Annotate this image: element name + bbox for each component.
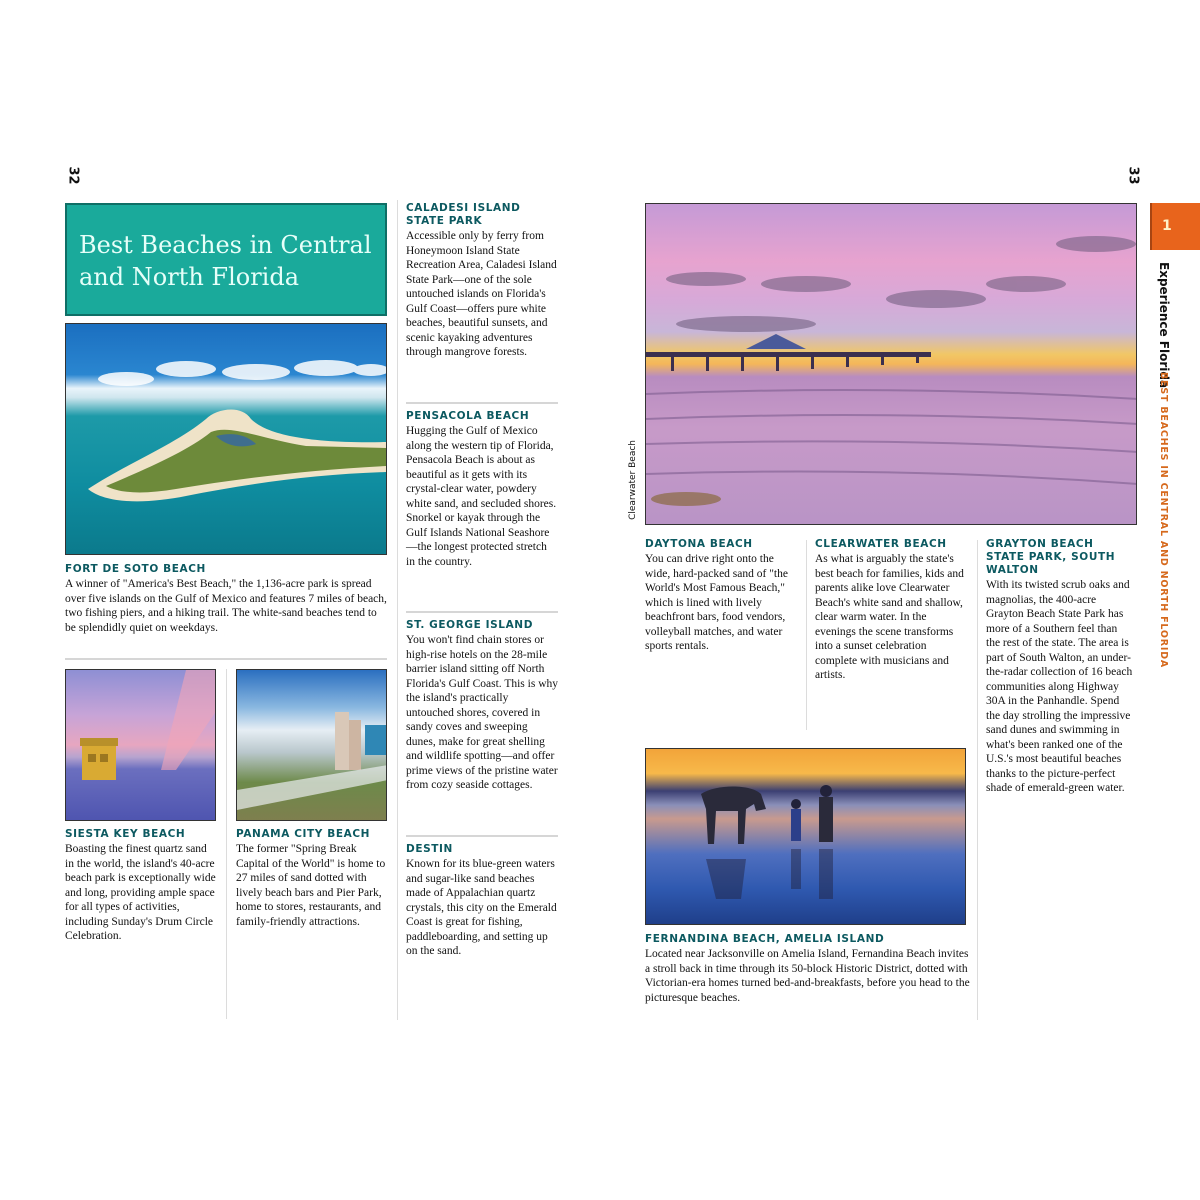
entry-heading: CLEARWATER BEACH	[815, 538, 947, 550]
clearwater-pier-photo	[645, 203, 1137, 525]
highrise-icon	[237, 670, 387, 821]
entry-text: Hugging the Gulf of Mexico along the western tip of Florida, Pensacola Beach is about as beautiful as it gets with its crystal-clear water, powdery white sand, and secluded shores. Snorkel or kayak through the Gulf Islands National Seashore—the longest protected stretch in the country.	[406, 425, 557, 568]
entry-destin	[406, 843, 558, 959]
siesta-key-photo	[65, 669, 216, 821]
entry-heading: FERNANDINA BEACH, AMELIA ISLAND	[645, 933, 885, 945]
entry-text: You won't find chain stores or high-rise hotels on the 28-mile barrier island sitting off North Florida's Gulf Coast. This is why the island's practically untouched shores, covered in sandy coves and sweeping dunes, make for great shelling and wildlife spotting—and offer prime views of the pristine water from cozy seaside cottages.	[406, 634, 559, 791]
entry-heading: CALADESI ISLAND STATE PARK	[406, 202, 521, 227]
entry-heading: SIESTA KEY BEACH	[65, 828, 186, 840]
entry-text: As what is arguably the state's best beach for families, kids and parents alike love Clearwater Beach's white sand and shallow, clear warm water. In the evenings the scene transforms into a sunset celebration complete with musicians and artists.	[815, 553, 964, 681]
entry-text: Boasting the finest quartz sand in the world, the island's 40-acre beach park is exceptionally wide and long, providing ample space for all types of activities, including Sunday's Drum Circle Celebration.	[65, 843, 216, 942]
entry-fort-de-soto	[65, 563, 387, 635]
entry-heading: DESTIN	[406, 843, 453, 855]
entry-text: Accessible only by ferry from Honeymoon Island State Recreation Area, Caladesi Island State Park—one of the sole untouched islands on Florida's Gulf Coast—offers pure white beaches, beautiful sunsets, and scenic kayaking adventures through mangrove forests.	[406, 230, 557, 358]
pier-sunset-icon	[646, 204, 1137, 525]
photo-credit: Clearwater Beach	[628, 440, 638, 520]
panama-city-photo	[236, 669, 387, 821]
entry-caladesi	[406, 202, 558, 360]
entry-pensacola	[406, 410, 558, 569]
entry-text: Located near Jacksonville on Amelia Island, Fernandina Beach invites a stroll back in time through its 50-block Historic District, dotted with Victorian-era homes turned bed-and-breakfasts, before you head to the picturesque beaches.	[645, 948, 970, 1004]
entry-heading: GRAYTON BEACH STATE PARK, SOUTH WALTON	[986, 538, 1116, 576]
divider	[406, 402, 558, 404]
entry-siesta-key	[65, 828, 216, 944]
entry-heading: PENSACOLA BEACH	[406, 410, 530, 422]
divider	[65, 658, 387, 660]
running-head-book: Experience Florida	[1157, 262, 1171, 389]
section-title-box	[65, 203, 387, 316]
entry-heading: FORT DE SOTO BEACH	[65, 563, 206, 575]
left-page-number: 32	[65, 166, 81, 185]
column-divider	[226, 669, 227, 1019]
entry-clearwater	[815, 538, 970, 683]
entry-text: With its twisted scrub oaks and magnolias, the 400-acre Grayton Beach State Park has more of a Southern feel than the rest of the state. The area is part of South Walton, an under-the-radar collection of 16 beach communities along Highway 30A in the Panhandle. Spend the day strolling the impressive sand dunes and swimming in what's been ranked one of the U.S.'s most beautiful beaches thanks to the picture-perfect shade of emerald-green water.	[986, 579, 1133, 794]
entry-text: You can drive right onto the wide, hard-packed sand of "the World's Most Famous Beach," which is lined with lively beachfront bars, food vendors, volleyball matches, and water sports rentals.	[645, 553, 788, 652]
entry-panama-city	[236, 828, 387, 929]
island-shape-icon	[66, 324, 387, 555]
entry-heading: PANAMA CITY BEACH	[236, 828, 371, 840]
right-page-number: 33	[1125, 166, 1141, 185]
fort-de-soto-photo	[65, 323, 387, 555]
chapter-tab	[1150, 203, 1200, 250]
running-head-section: BEST BEACHES IN CENTRAL AND NORTH FLORIDA	[1158, 372, 1169, 669]
section-title: Best Beaches in Central and North Florida	[79, 231, 372, 291]
entry-heading: DAYTONA BEACH	[645, 538, 753, 550]
column-divider	[806, 540, 807, 730]
chapter-number: 1	[1162, 218, 1172, 234]
entry-grayton	[986, 538, 1134, 796]
lifeguard-tower-icon	[66, 670, 216, 821]
entry-text: A winner of "America's Best Beach," the 1,136-acre park is spread over five islands on the Gulf of Mexico and features 7 miles of beach, two fishing piers, and a hiking trail. The white-sand beaches tend to be splendidly quiet on weekdays.	[65, 578, 387, 634]
entry-st-george	[406, 619, 558, 793]
column-divider	[977, 540, 978, 1020]
fernandina-horse-photo	[645, 748, 966, 925]
horse-riders-icon	[646, 749, 966, 925]
divider	[406, 835, 558, 837]
entry-fernandina	[645, 933, 970, 1005]
column-divider	[397, 200, 398, 1020]
divider	[406, 611, 558, 613]
entry-text: Known for its blue-green waters and sugar-like sand beaches made of Appalachian quartz crystals, this city on the Emerald Coast is great for fishing, paddleboarding, and setting up on the sand.	[406, 858, 557, 957]
entry-text: The former "Spring Break Capital of the World" is home to 27 miles of sand dotted with lively beach bars and Pier Park, home to stores, restaurants, and family-friendly attractions.	[236, 843, 386, 928]
entry-daytona	[645, 538, 797, 654]
entry-heading: ST. GEORGE ISLAND	[406, 619, 534, 631]
